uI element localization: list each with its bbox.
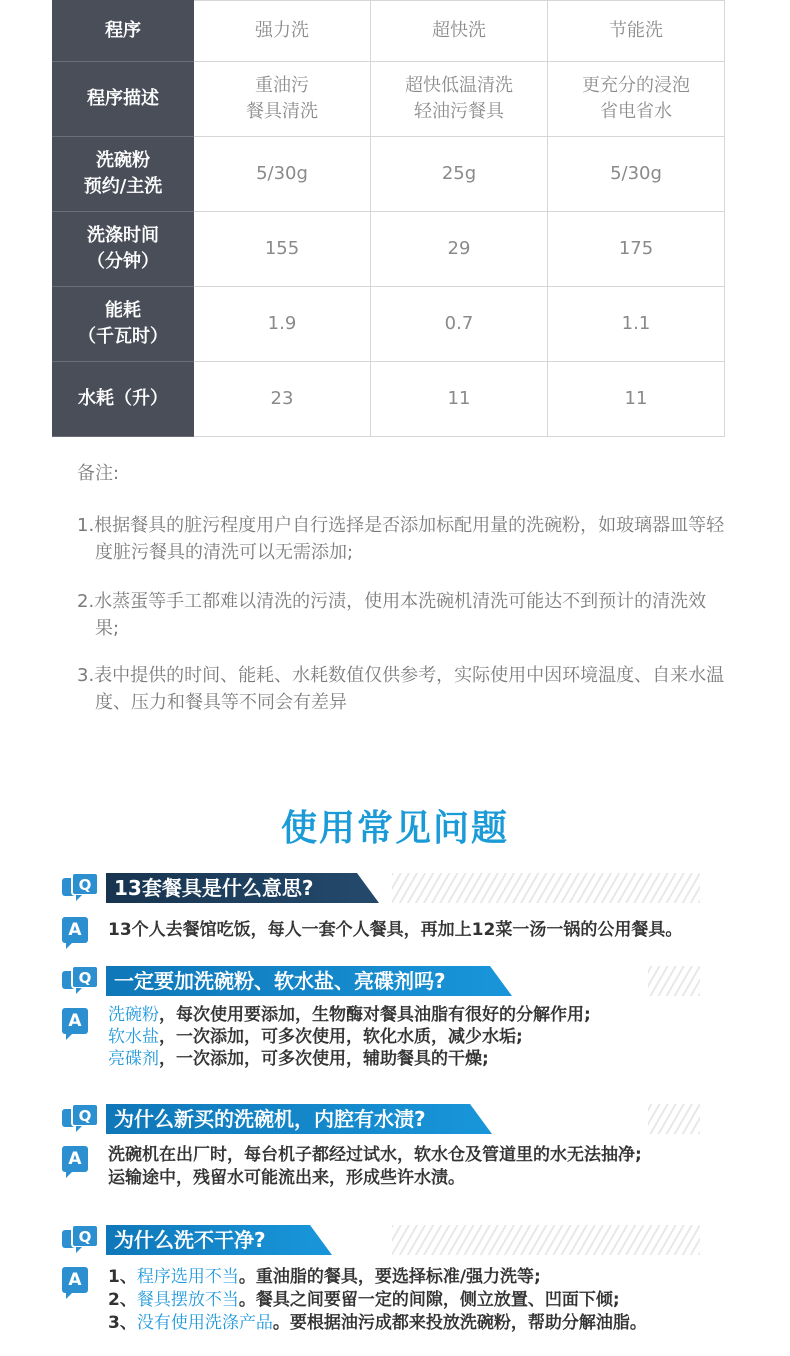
decorative-stripes (648, 1104, 700, 1134)
table-cell: 1.1 (548, 287, 725, 362)
table-row (53, 212, 725, 287)
answer-icon: A (62, 917, 88, 943)
table-cell: 29 (371, 212, 548, 287)
table-cell: 11 (371, 362, 548, 437)
answer-line: 软水盐，一次添加，可多次使用，软化水质，减少水垢; (108, 1027, 523, 1047)
answer-line: 洗碗粉，每次使用要添加，生物酶对餐具油脂有很好的分解作用; (108, 1005, 591, 1025)
table-row (53, 362, 725, 437)
highlight-term: 没有使用洗涤产品 (136, 1313, 273, 1333)
answer-icon: A (62, 1146, 88, 1172)
table-cell: 1.9 (194, 287, 371, 362)
decorative-stripes (392, 1225, 700, 1255)
svg-text:Q: Q (78, 969, 92, 987)
table-cell: 5/30g (548, 137, 725, 212)
notes-title: 备注: (77, 463, 120, 484)
row-label: 洗碗粉 预约/主洗 (53, 137, 194, 212)
row-label: 洗涤时间 （分钟） (53, 212, 194, 287)
answer-icon: A (62, 1008, 88, 1034)
question-bar: 一定要加洗碗粉、软水盐、亮碟剂吗? (106, 966, 490, 996)
table-cell: 0.7 (371, 287, 548, 362)
program-name-cell: 强力洗 (194, 1, 371, 62)
program-name-cell: 节能洗 (548, 1, 725, 62)
question-icon (62, 873, 98, 903)
question-icon (62, 966, 98, 996)
table-cell: 23 (194, 362, 371, 437)
table-row (53, 62, 725, 137)
answer-line: 运输途中，残留水可能流出来，形成些许水渍。 (108, 1168, 465, 1188)
table-row (53, 287, 725, 362)
question-bar: 13套餐具是什么意思? (106, 873, 357, 903)
table-cell: 超快低温清洗 轻油污餐具 (371, 62, 548, 137)
question-icon (62, 1225, 98, 1255)
answer-icon: A (62, 1267, 88, 1293)
note-item: 2.水蒸蛋等手工都难以清洗的污渍，使用本洗碗机清洗可能达不到预计的清洗效果; (77, 591, 707, 639)
row-label: 能耗 （千瓦时） (53, 287, 194, 362)
table-header-row (53, 1, 725, 62)
note-item: 1.根据餐具的脏污程度用户自行选择是否添加标配用量的洗碗粉，如玻璃器皿等轻度脏污餐具的清洗可以无需添加; (77, 515, 725, 563)
table-cell: 重油污 餐具清洗 (194, 62, 371, 137)
answer-line: 1、程序选用不当。重油脂的餐具，要选择标准/强力洗等; (108, 1267, 541, 1287)
highlight-term: 餐具摆放不当 (136, 1290, 239, 1310)
question-bar: 为什么洗不干净? (106, 1225, 310, 1255)
table-cell: 11 (548, 362, 725, 437)
question-icon (62, 1104, 98, 1134)
decorative-stripes (392, 873, 700, 903)
svg-text:Q: Q (78, 876, 92, 894)
note-item: 3.表中提供的时间、能耗、水耗数值仅供参考，实际使用中因环境温度、自来水温度、压力和餐具等不同会有差异 (77, 665, 725, 713)
answer-line: 2、餐具摆放不当。餐具之间要留一定的间隙，侧立放置、凹面下倾; (108, 1290, 620, 1310)
highlight-term: 亮碟剂 (108, 1049, 159, 1069)
row-label: 水耗（升） (53, 362, 194, 437)
table-cell: 155 (194, 212, 371, 287)
row-label: 程序 (53, 1, 194, 62)
faq-title: 使用常见问题 (280, 808, 509, 849)
answer-line: 亮碟剂，一次添加，可多次使用，辅助餐具的干燥; (108, 1049, 489, 1069)
answer-line: 洗碗机在出厂时，每台机子都经过试水，软水仓及管道里的水无法抽净; (108, 1145, 642, 1165)
highlight-term: 洗碗粉 (108, 1005, 159, 1025)
spec-table (52, 0, 725, 437)
table-cell: 5/30g (194, 137, 371, 212)
svg-text:Q: Q (78, 1228, 92, 1246)
table-cell: 25g (371, 137, 548, 212)
program-name-cell: 超快洗 (371, 1, 548, 62)
table-row (53, 137, 725, 212)
table-cell: 175 (548, 212, 725, 287)
answer-text: 13个人去餐馆吃饭，每人一套个人餐具，再加上12菜一汤一锅的公用餐具。 (108, 920, 683, 940)
row-label: 程序描述 (53, 62, 194, 137)
answer-line: 3、没有使用洗涤产品。要根据油污成都来投放洗碗粉，帮助分解油脂。 (108, 1313, 647, 1333)
decorative-stripes (648, 966, 700, 996)
highlight-term: 软水盐 (108, 1027, 159, 1047)
svg-text:Q: Q (78, 1107, 92, 1125)
question-bar: 为什么新买的洗碗机，内腔有水渍? (106, 1104, 470, 1134)
highlight-term: 程序选用不当 (136, 1267, 239, 1287)
table-cell: 更充分的浸泡 省电省水 (548, 62, 725, 137)
